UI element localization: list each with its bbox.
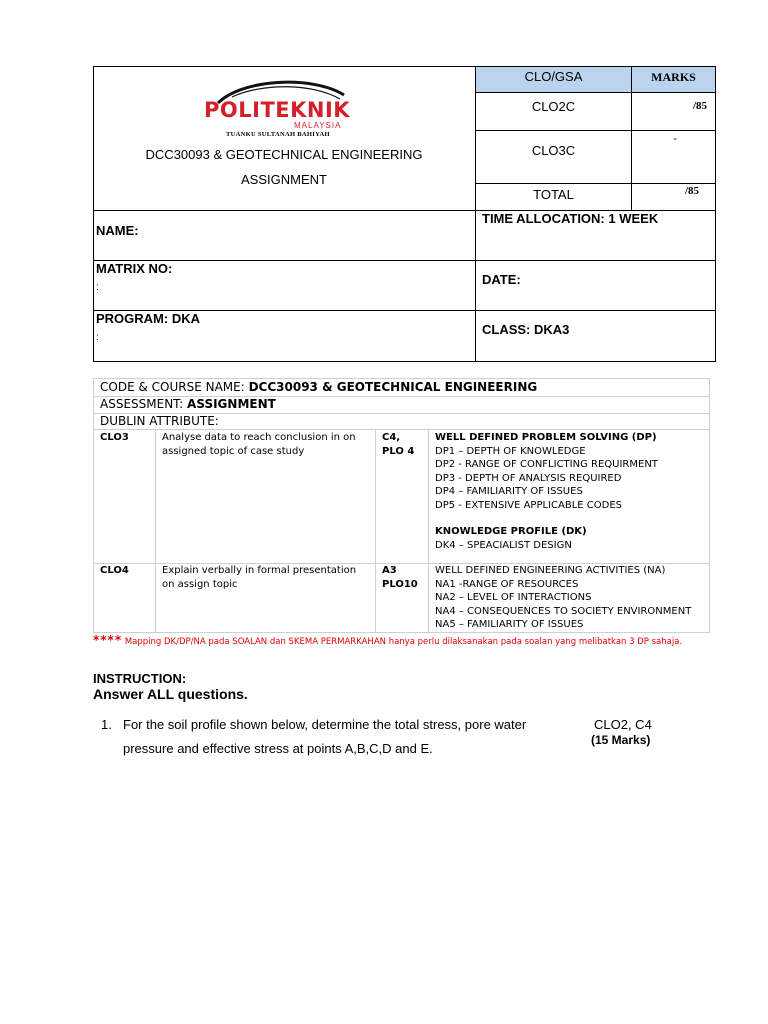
total-cell xyxy=(476,183,632,210)
question-text-line2: pressure and effective stress at points A,B,C,D and E. xyxy=(123,741,433,756)
clo3c-cell xyxy=(476,131,632,183)
clo4-description: Explain verbally in formal presentation on assign topic xyxy=(156,564,376,633)
na-item: NA2 – LEVEL OF INTERACTIONS xyxy=(435,592,592,603)
time-allocation-label: TIME ALLOCATION: 1 WEEK xyxy=(482,211,659,226)
note-stars: **** xyxy=(93,633,123,647)
clo4-level-text: A3 xyxy=(382,565,397,576)
clo4-code xyxy=(94,564,156,633)
dk-item: DK4 – SPEACIALIST DESIGN xyxy=(435,539,572,551)
clo3-plo-text: PLO 4 xyxy=(382,445,415,457)
total-label: TOTAL xyxy=(533,186,574,202)
clo2c-cell xyxy=(476,93,632,131)
question-number: 1. xyxy=(101,717,112,732)
name-label: NAME: xyxy=(96,223,139,238)
dublin-attribute-row xyxy=(94,414,710,430)
clo3-description: Analyse data to reach conclusion in on assigned topic of case study xyxy=(156,430,376,564)
clo-gsa-header: CLO/GSA xyxy=(476,67,632,93)
class-label: CLASS: DKA3 xyxy=(482,322,570,337)
time-cell xyxy=(476,211,716,261)
marks-header: MARKS xyxy=(632,67,716,93)
clo2c-label: CLO2C xyxy=(531,99,576,115)
course-name-prefix: CODE & COURSE NAME: xyxy=(100,380,249,394)
dp-item: DP2 - RANGE OF CONFLICTING REQUIRMENT xyxy=(435,459,658,470)
total-marks: /85 xyxy=(684,184,699,197)
program-label: PROGRAM: DKA xyxy=(96,311,200,326)
course-name-row xyxy=(94,379,710,397)
matrix-cell xyxy=(94,261,476,311)
assessment-value: ASSIGNMENT xyxy=(187,397,276,411)
note-text: Mapping DK/DP/NA pada SOALAN dan SKEMA PERMARKAHAN hanya perlu dilaksanakan pada soalan yang melibatkan 3 DP sahaja. xyxy=(124,637,683,647)
dp-item: DP4 – FAMILIARITY OF ISSUES xyxy=(435,486,583,497)
dublin-attribute-table xyxy=(93,378,710,633)
clo2c-marks: /85 xyxy=(692,100,707,113)
logo-brand: POLITEKNIK xyxy=(204,98,351,122)
clo3-level-text: C4, xyxy=(382,432,401,443)
clo3-level xyxy=(376,430,429,564)
date-cell xyxy=(476,261,716,311)
class-cell xyxy=(476,311,716,362)
dp-item: DP5 - EXTENSIVE APPLICABLE CODES xyxy=(435,499,622,511)
course-line: DCC30093 & GEOTECHNICAL ENGINEERING xyxy=(145,147,423,162)
instruction-subtitle: Answer ALL questions. xyxy=(93,686,248,702)
total-marks-cell xyxy=(632,183,716,210)
dk-title: KNOWLEDGE PROFILE (DK) xyxy=(435,526,587,537)
question-clo: CLO2, C4 xyxy=(594,717,652,732)
clo4-attributes xyxy=(429,564,710,633)
clo4-label: CLO4 xyxy=(100,565,129,576)
clo3-attributes xyxy=(429,430,710,564)
course-title-cell xyxy=(94,67,476,211)
course-name-value: DCC30093 & GEOTECHNICAL ENGINEERING xyxy=(248,380,538,394)
na-item: NA1 -RANGE OF RESOURCES xyxy=(435,578,579,590)
question-text-line1: For the soil profile shown below, determine the total stress, pore water xyxy=(123,717,527,732)
logo-sub: MALAYSIA xyxy=(294,121,342,130)
clo3c-marks: - xyxy=(673,133,677,146)
clo3-label: CLO3 xyxy=(100,432,129,443)
name-cell xyxy=(94,211,476,261)
dp-item: DP3 - DEPTH OF ANALYSIS REQUIRED xyxy=(435,472,622,484)
date-label: DATE: xyxy=(482,272,521,287)
dp-title: WELL DEFINED PROBLEM SOLVING (DP) xyxy=(435,432,657,443)
clo4-plo-text: PLO10 xyxy=(382,578,418,590)
instruction-title: INSTRUCTION: xyxy=(93,671,187,686)
clo3c-marks-cell xyxy=(632,131,716,183)
logo-tagline: TUANKU SULTANAH BAHIYAH xyxy=(226,131,330,138)
matrix-label: MATRIX NO: xyxy=(96,261,173,276)
assessment-row xyxy=(94,397,710,414)
clo3c-label: CLO3C xyxy=(531,143,576,159)
clo4-level xyxy=(376,564,429,633)
assessment-line: ASSIGNMENT xyxy=(241,172,327,187)
politeknik-logo xyxy=(202,77,362,139)
matrix-colon: : xyxy=(96,282,99,293)
clo2c-marks-cell xyxy=(632,93,716,131)
assessment-prefix: ASSESSMENT: xyxy=(100,397,188,411)
mapping-note xyxy=(93,633,713,647)
question-marks: (15 Marks) xyxy=(591,733,651,747)
dp-item: DP1 – DEPTH OF KNOWLEDGE xyxy=(435,445,586,457)
na-item: NA4 – CONSEQUENCES TO SOCIETY ENVIRONMENT xyxy=(435,605,692,617)
na-item: NA5 – FAMILIARITY OF ISSUES xyxy=(435,619,584,630)
program-cell xyxy=(94,311,476,362)
program-colon: : xyxy=(96,332,99,343)
dublin-attribute-label: DUBLIN ATTRIBUTE: xyxy=(100,414,219,428)
header-table xyxy=(93,66,716,362)
na-title: WELL DEFINED ENGINEERING ACTIVITIES (NA) xyxy=(435,565,666,576)
clo3-code xyxy=(94,430,156,564)
